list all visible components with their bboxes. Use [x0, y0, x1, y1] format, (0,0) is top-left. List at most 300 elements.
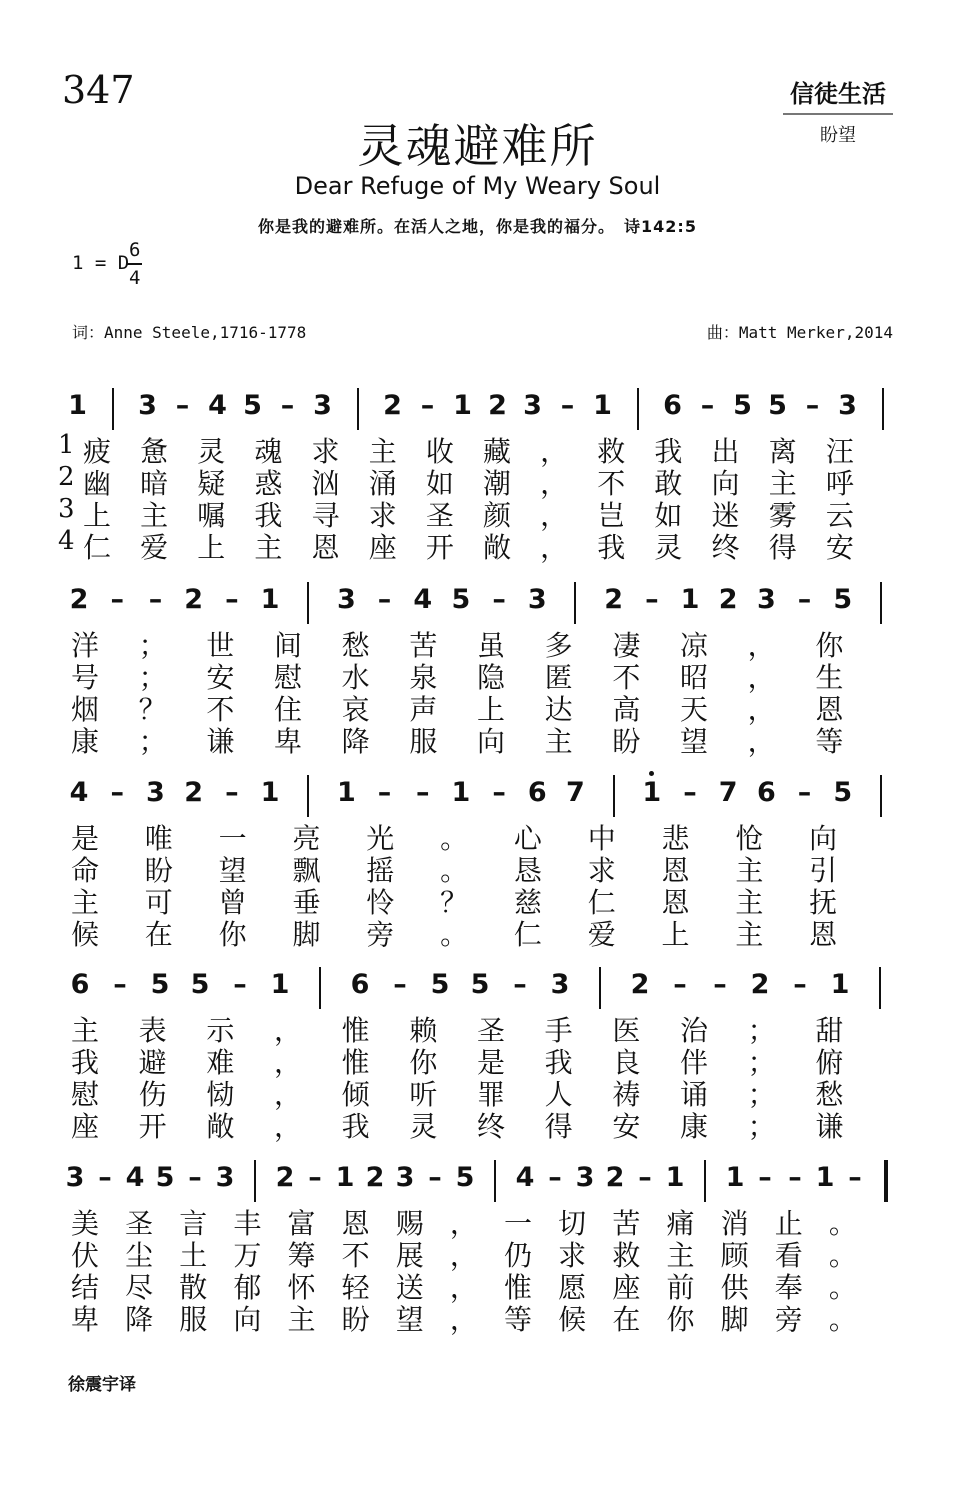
lyric-char: 等	[815, 725, 844, 758]
dash-note: –	[188, 1162, 202, 1193]
note: 4	[413, 584, 433, 615]
note: 1	[593, 390, 612, 421]
lyric-char: 祷	[612, 1078, 641, 1111]
lyric-char: 开	[138, 1110, 167, 1143]
lyric-char: 康	[70, 725, 99, 758]
lyric-char: 汪	[825, 435, 854, 468]
lyric-char: 康	[679, 1110, 708, 1143]
lyric-char: 我	[254, 499, 283, 532]
note: 1	[260, 584, 280, 615]
lyric-row	[60, 1234, 900, 1272]
time-bottom: 4	[129, 267, 141, 289]
lyric-char: 是	[476, 1046, 505, 1079]
note: 1	[680, 584, 700, 615]
lyric-char: 痛	[666, 1207, 695, 1240]
subcategory-label: 盼望	[820, 125, 856, 146]
lyric-char: 主	[735, 886, 764, 919]
lyric-char: 候	[558, 1303, 587, 1336]
lyric-char: 惫	[140, 435, 169, 468]
lyric-char: 命	[70, 854, 99, 887]
note: 2	[750, 969, 770, 1000]
lyric-char: 暗	[140, 467, 169, 500]
lyric-char: 听	[409, 1078, 438, 1111]
barline	[494, 1160, 496, 1202]
lyric-char: 光	[366, 822, 395, 855]
note: 3	[756, 584, 776, 615]
lyric-char: 仁	[513, 918, 542, 951]
note: 3	[395, 1162, 415, 1193]
lyric-char: 惟	[341, 1014, 370, 1047]
lyric-char: 苦	[409, 629, 438, 662]
note: 3	[550, 969, 570, 1000]
lyric-char: 不	[597, 467, 626, 500]
note: 3	[313, 390, 332, 421]
lyric-char: 出	[711, 435, 740, 468]
dash-note: –	[797, 584, 812, 615]
dash-note: –	[225, 777, 239, 808]
lyric-char: 旁	[774, 1303, 803, 1336]
lyric-char: 如	[654, 499, 683, 532]
lyric-char: 雾	[768, 499, 797, 532]
lyric-char: 结	[70, 1271, 99, 1304]
dash-note: –	[788, 1162, 802, 1193]
lyric-char: 你	[218, 918, 247, 951]
barline	[319, 967, 321, 1009]
lyric-char: 中	[587, 822, 616, 855]
lyric-char: 唯	[144, 822, 173, 855]
lyric-char: 赐	[395, 1207, 424, 1240]
lyric-char: 美	[70, 1207, 99, 1240]
lyric-char: 藏	[482, 435, 511, 468]
lyric-row	[60, 720, 900, 758]
lyric-char: ；	[747, 1046, 776, 1079]
lyric-char: 罪	[476, 1078, 505, 1111]
lyric-char: 不	[206, 693, 235, 726]
lyric-char: 郁	[233, 1271, 262, 1304]
notes-row	[60, 388, 900, 428]
lyric-char: 住	[273, 693, 302, 726]
lyric-row	[60, 913, 900, 951]
note: 3	[146, 777, 165, 808]
lyric-char: 富	[287, 1207, 316, 1240]
lyric-char: 主	[254, 531, 283, 564]
lyric-char: 求	[558, 1239, 587, 1272]
lyric-row	[60, 1105, 900, 1143]
lyric-char: 救	[612, 1239, 641, 1272]
note: 1	[830, 969, 850, 1000]
hymn-number: 347	[62, 68, 135, 112]
lyric-char: ？	[440, 886, 469, 919]
lyric-char: 脚	[720, 1303, 749, 1336]
lyric-char: 上	[661, 918, 690, 951]
lyric-char: 人	[544, 1078, 573, 1111]
note: 2	[184, 584, 204, 615]
note: 3	[523, 390, 542, 421]
lyric-char: 怆	[735, 822, 764, 855]
lyric-char: 灵	[197, 435, 226, 468]
score-line	[60, 582, 900, 758]
lyric-char: 敞	[482, 531, 511, 564]
lyric-char: 水	[341, 661, 370, 694]
lyric-char: 世	[206, 629, 235, 662]
lyric-char: 旁	[366, 918, 395, 951]
lyric-char: 魂	[254, 435, 283, 468]
lyric-char: 万	[233, 1239, 262, 1272]
lyric-char: 爱	[140, 531, 169, 564]
lyric-char: 终	[711, 531, 740, 564]
barline	[879, 967, 881, 1009]
note: 2	[383, 390, 402, 421]
lyric-char: 恸	[206, 1078, 235, 1111]
note: 1	[451, 777, 471, 808]
barline	[574, 582, 576, 624]
note: 2	[630, 969, 650, 1000]
lyric-row	[60, 849, 900, 887]
lyric-char: 天	[679, 693, 708, 726]
dash-note: –	[428, 1162, 442, 1193]
lyric-char: ，	[273, 1110, 302, 1143]
lyric-char: 离	[768, 435, 797, 468]
lyric-char: 主	[70, 1014, 99, 1047]
lyric-row	[58, 494, 900, 532]
dash-note: –	[673, 969, 687, 1000]
note: 5	[455, 1162, 475, 1193]
lyric-char: 云	[825, 499, 854, 532]
dash-note: –	[645, 584, 659, 615]
note: 3	[575, 1162, 595, 1193]
lyric-char: 高	[612, 693, 641, 726]
lyric-char: 圣	[425, 499, 454, 532]
lyric-char: 表	[138, 1014, 167, 1047]
barline	[307, 775, 309, 817]
note: 2	[275, 1162, 295, 1193]
score-line	[58, 388, 900, 564]
note: 6	[756, 777, 776, 808]
lyric-char: 敢	[654, 467, 683, 500]
lyric-char: 我	[654, 435, 683, 468]
dash-note: –	[113, 969, 127, 1000]
note: 6	[663, 390, 682, 421]
lyric-char: 寻	[311, 499, 340, 532]
barline	[704, 1160, 706, 1202]
note: 5	[155, 1162, 175, 1193]
lyric-char: 嘱	[197, 499, 226, 532]
lyric-char: 前	[666, 1271, 695, 1304]
lyric-char: 向	[233, 1303, 262, 1336]
lyric-char: 展	[395, 1239, 424, 1272]
lyric-char: 主	[666, 1239, 695, 1272]
dash-note: –	[713, 969, 727, 1000]
dash-note: –	[233, 969, 247, 1000]
lyric-char: 恳	[513, 854, 542, 887]
lyric-char: 。	[828, 1207, 857, 1240]
dash-note: –	[308, 1162, 322, 1193]
note: 3	[65, 1162, 85, 1193]
note: 5	[470, 969, 490, 1000]
lyric-char: 抚	[809, 886, 838, 919]
lyric-char: 望	[395, 1303, 424, 1336]
note: 1	[453, 390, 472, 421]
lyric-char: 汹	[311, 467, 340, 500]
lyric-char: 得	[544, 1110, 573, 1143]
lyric-char: 伴	[679, 1046, 708, 1079]
title-chinese: 灵魂避难所	[357, 119, 598, 173]
lyric-char: 圣	[476, 1014, 505, 1047]
lyric-char: ，	[540, 435, 569, 468]
lyric-char: 。	[828, 1303, 857, 1336]
lyric-char: 切	[558, 1207, 587, 1240]
lyric-char: 一	[218, 822, 247, 855]
note: 5	[768, 390, 787, 421]
lyric-char: 心	[513, 822, 542, 855]
dash-note: –	[393, 969, 407, 1000]
barline	[357, 388, 359, 430]
lyric-char: 治	[679, 1014, 708, 1047]
barline	[880, 582, 882, 624]
dash-note: –	[225, 584, 239, 615]
lyric-char: ，	[449, 1239, 478, 1272]
dash-note: –	[513, 969, 527, 1000]
lyric-char: 仍	[504, 1239, 533, 1272]
notes-row	[60, 775, 900, 815]
barline	[880, 775, 882, 817]
lyric-char: 愁	[341, 629, 370, 662]
dash-note: –	[148, 584, 163, 615]
lyric-char: 怜	[366, 886, 395, 919]
lyric-char: 我	[70, 1046, 99, 1079]
note: 1	[68, 390, 87, 421]
title-english: Dear Refuge of My Weary Soul	[294, 172, 661, 200]
lyric-char: 凄	[612, 629, 641, 662]
lyric-char: 曾	[218, 886, 247, 919]
lyric-char: 望	[679, 725, 708, 758]
note: 1	[335, 1162, 355, 1193]
lyric-char: 仁	[82, 531, 111, 564]
barline	[112, 388, 114, 430]
music-credit: 曲：Matt Merker,2014	[706, 323, 893, 342]
lyric-char: 恩	[815, 693, 844, 726]
lyric-char: 轻	[341, 1271, 370, 1304]
dash-note: –	[492, 777, 506, 808]
lyric-char: 苦	[612, 1207, 641, 1240]
note: 2	[488, 390, 507, 421]
lyric-char: 望	[218, 854, 247, 887]
lyric-char: 愁	[815, 1078, 844, 1111]
lyric-char: 涌	[368, 467, 397, 500]
lyric-char: 安	[825, 531, 854, 564]
lyric-row	[60, 1266, 900, 1304]
dash-note: –	[848, 1162, 862, 1193]
note: 3	[215, 1162, 235, 1193]
lyric-char: 安	[206, 661, 235, 694]
lyric-char: 得	[768, 531, 797, 564]
lyric-char: 降	[125, 1303, 154, 1336]
lyric-char: 上	[197, 531, 226, 564]
barline	[307, 582, 309, 624]
lyric-row	[60, 1041, 900, 1079]
note: 5	[733, 390, 752, 421]
lyric-char: 尽	[125, 1271, 154, 1304]
lyric-char: 候	[70, 918, 99, 951]
lyric-char: ，	[747, 725, 776, 758]
note: 4	[125, 1162, 145, 1193]
scripture-verse: 你是我的避难所。在活人之地，你是我的福分。 诗142:5	[258, 217, 697, 236]
lyric-row	[60, 881, 900, 919]
lyric-char: 座	[368, 531, 397, 564]
lyric-char: 颜	[482, 499, 511, 532]
lyric-char: 向	[711, 467, 740, 500]
note: 2	[365, 1162, 385, 1193]
note: 1	[642, 777, 662, 808]
note: 2	[718, 584, 738, 615]
lyric-row	[60, 1073, 900, 1111]
lyric-row	[60, 1298, 900, 1336]
lyric-char: 在	[144, 918, 173, 951]
lyric-char: 筹	[287, 1239, 316, 1272]
lyric-char: ，	[747, 661, 776, 694]
lyric-char: 疑	[197, 467, 226, 500]
words-credit: 词：Anne Steele,1716-1778	[72, 323, 307, 342]
lyric-char: 惑	[254, 467, 283, 500]
lyric-char: 迷	[711, 499, 740, 532]
lyric-char: 座	[70, 1110, 99, 1143]
lyric-char: 惟	[341, 1046, 370, 1079]
lyric-char: 座	[612, 1271, 641, 1304]
lyric-char: 生	[815, 661, 844, 694]
barline	[882, 388, 884, 430]
lyric-char: ；	[138, 629, 167, 662]
note: 5	[833, 777, 853, 808]
lyric-char: 慰	[273, 661, 302, 694]
lyric-char: 我	[544, 1046, 573, 1079]
lyric-char: 救	[597, 435, 626, 468]
score-line	[60, 1160, 900, 1336]
note: 5	[190, 969, 210, 1000]
lyric-char: 倾	[341, 1078, 370, 1111]
lyric-char: 圣	[125, 1207, 154, 1240]
lyric-row	[58, 526, 900, 564]
lyric-char: 你	[666, 1303, 695, 1336]
note: 4	[69, 777, 89, 808]
lyric-char: 恩	[341, 1207, 370, 1240]
lyric-char: 怀	[287, 1271, 316, 1304]
lyric-char: 。	[828, 1239, 857, 1272]
lyric-char: 愿	[558, 1271, 587, 1304]
lyric-char: 尘	[125, 1239, 154, 1272]
lyric-char: 你	[815, 629, 844, 662]
lyric-char: 仁	[587, 886, 616, 919]
lyric-char: 脚	[292, 918, 321, 951]
dash-note: –	[683, 777, 697, 808]
dash-note: –	[793, 969, 807, 1000]
dash-note: –	[758, 1162, 772, 1193]
lyric-char: 求	[368, 499, 397, 532]
dash-note: –	[377, 777, 392, 808]
note: 5	[150, 969, 170, 1000]
lyric-char: 主	[768, 467, 797, 500]
lyric-char: 是	[70, 822, 99, 855]
note: 3	[527, 584, 547, 615]
note: 3	[336, 584, 356, 615]
note: 2	[604, 584, 624, 615]
lyric-char: 多	[544, 629, 573, 662]
lyric-char: 盼	[144, 854, 173, 887]
lyric-char: 泉	[409, 661, 438, 694]
lyric-char: 伤	[138, 1078, 167, 1111]
lyric-char: 上	[82, 499, 111, 532]
lyric-char: 在	[612, 1303, 641, 1336]
time-signature	[127, 237, 142, 291]
lyric-row	[60, 656, 900, 694]
lyric-char: ；	[747, 1078, 776, 1111]
dash-note: –	[805, 390, 820, 421]
dash-note: –	[700, 390, 715, 421]
lyric-char: 消	[720, 1207, 749, 1240]
high-octave-dot	[649, 771, 654, 776]
lyric-char: 卑	[70, 1303, 99, 1336]
lyric-char: 求	[311, 435, 340, 468]
lyric-char: 潮	[482, 467, 511, 500]
barline	[254, 1160, 256, 1202]
dash-note: –	[377, 584, 392, 615]
lyric-char: 主	[287, 1303, 316, 1336]
lyric-char: 恩	[809, 918, 838, 951]
lyric-char: 开	[425, 531, 454, 564]
note: 5	[430, 969, 450, 1000]
lyric-char: 敞	[206, 1110, 235, 1143]
lyric-char: 哀	[341, 693, 370, 726]
translator-credit: 徐震宇译	[68, 1375, 136, 1395]
dash-note: –	[415, 777, 430, 808]
lyric-char: 甜	[815, 1014, 844, 1047]
lyric-char: 主	[735, 918, 764, 951]
lyric-char: 虽	[476, 629, 505, 662]
lyric-char: ，	[747, 693, 776, 726]
lyric-char: 医	[612, 1014, 641, 1047]
lyric-char: 主	[140, 499, 169, 532]
lyric-char: 服	[409, 725, 438, 758]
lyric-char: 凉	[679, 629, 708, 662]
lyric-char: 岂	[597, 499, 626, 532]
note: 1	[336, 777, 356, 808]
note: 3	[838, 390, 857, 421]
lyric-char: ；	[747, 1014, 776, 1047]
lyric-char: 恩	[311, 531, 340, 564]
lyric-char: 土	[179, 1239, 208, 1272]
lyric-char: ，	[273, 1014, 302, 1047]
lyric-char: ，	[449, 1207, 478, 1240]
lyric-char: 垂	[292, 886, 321, 919]
lyric-char: 降	[341, 725, 370, 758]
lyric-char: 。	[440, 854, 469, 887]
lyric-char: 言	[179, 1207, 208, 1240]
verse-number: 4	[58, 526, 75, 556]
lyric-char: 疲	[82, 435, 111, 468]
note: 5	[833, 584, 853, 615]
lyric-char: 灵	[654, 531, 683, 564]
lyric-char: 丰	[233, 1207, 262, 1240]
lyric-char: ，	[540, 467, 569, 500]
note: 2	[605, 1162, 625, 1193]
lyric-char: 烟	[70, 693, 99, 726]
note: 3	[138, 390, 157, 421]
lyric-char: 摇	[366, 854, 395, 887]
lyric-char: 如	[425, 467, 454, 500]
dash-note: –	[110, 584, 125, 615]
lyric-char: ，	[540, 499, 569, 532]
lyric-char: 等	[504, 1303, 533, 1336]
note: 4	[208, 390, 227, 421]
